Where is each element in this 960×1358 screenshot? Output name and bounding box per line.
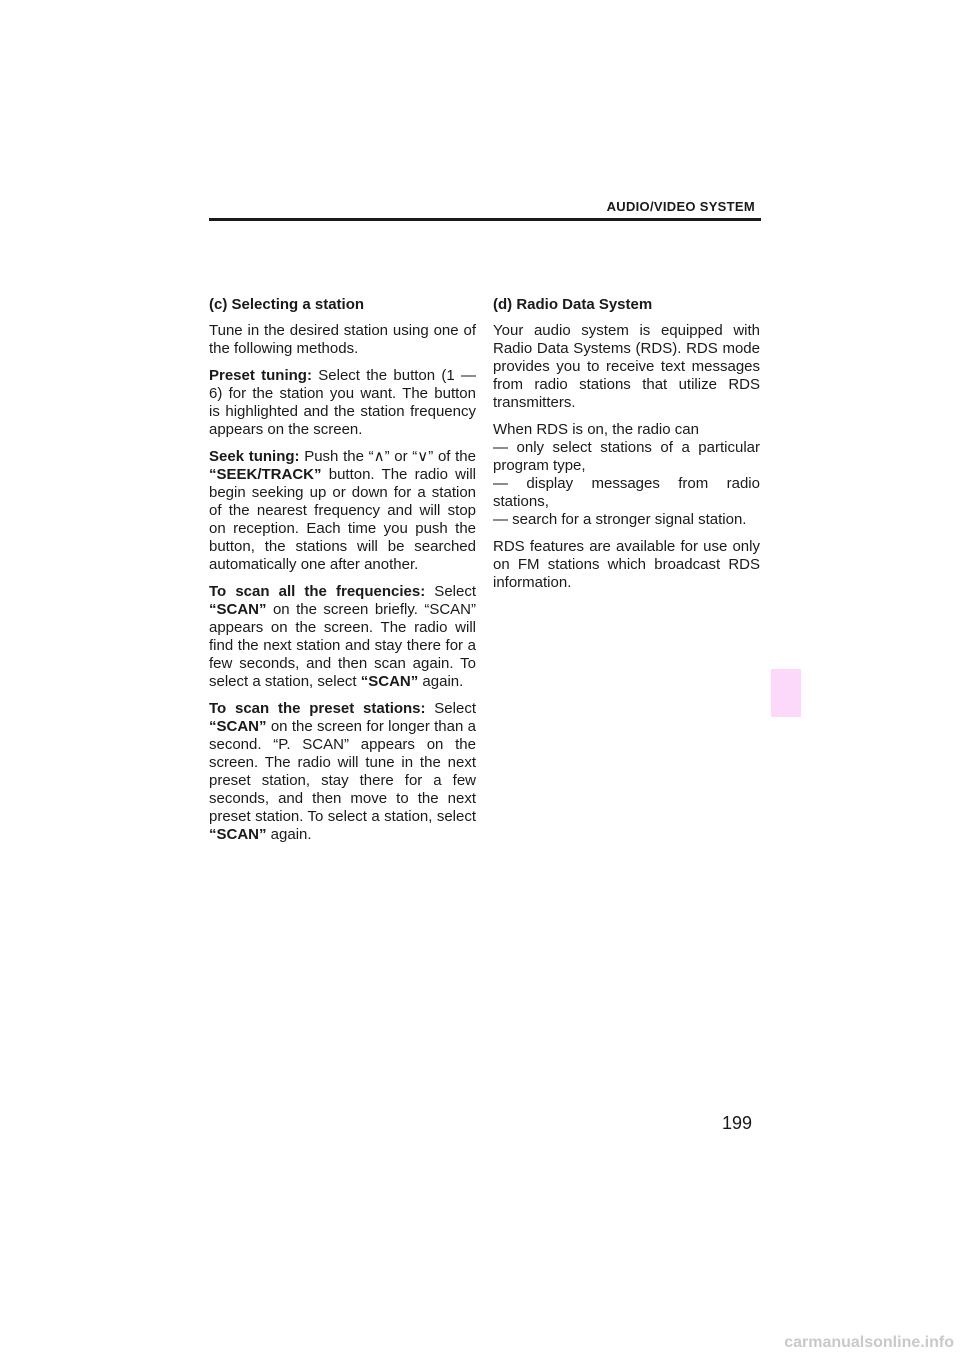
scan-all-paragraph: [209, 583, 476, 691]
rds-bullet: — only select stations of a particular program type,: [493, 439, 760, 474]
section-tab-marker: [771, 669, 801, 717]
scan-all-text-3: again.: [418, 673, 464, 690]
rds-bullet: — display messages from radio stations,: [493, 475, 760, 510]
section-title: AUDIO/VIDEO SYSTEM: [606, 199, 755, 214]
scan-button-ref-2: “SCAN”: [360, 673, 419, 690]
rds-intro-paragraph: Your audio system is equipped with Radio Data Systems (RDS). RDS mode provides you to receive text messages from radio stations that utilize RDS transmitters.: [493, 322, 760, 411]
preset-tuning-paragraph: [209, 367, 476, 439]
rds-availability-paragraph: RDS features are available for use only on FM stations which broadcast RDS information.: [493, 538, 760, 591]
seek-tuning-text-1: Push the “∧” or “∨” of the: [299, 448, 476, 465]
watermark: carmanualsonline.info: [784, 1334, 954, 1351]
left-column: [209, 296, 476, 853]
scan-preset-label: To scan the preset stations:: [209, 700, 426, 717]
scan-all-label: To scan all the frequencies:: [209, 583, 426, 600]
intro-paragraph: Tune in the desired station using one of the following methods.: [209, 322, 476, 357]
right-column: [493, 296, 760, 601]
seek-tuning-label: Seek tuning:: [209, 448, 300, 465]
seek-tuning-text-2: button. The radio will begin seeking up or down for a station of the nearest frequency and will stop on reception. Each time you push the button, the stations will be searched automatically one after another.: [209, 466, 476, 573]
scan-preset-text-1: Select: [425, 700, 476, 717]
page-number: 199: [722, 1113, 753, 1133]
scan-preset-text-2: on the screen for longer than a second. “P. SCAN” appears on the screen. The radio will tune in the next preset station, stay there for a few seconds, and then move to the next preset station. To select a station, select: [209, 718, 476, 825]
preset-tuning-label: Preset tuning:: [209, 367, 312, 384]
heading-radio-data-system: (d) Radio Data System: [493, 296, 653, 313]
seek-tuning-paragraph: [209, 448, 476, 574]
rds-capabilities-intro: When RDS is on, the radio can: [493, 421, 699, 438]
scan-button-ref-1: “SCAN”: [209, 601, 267, 618]
scan-button-ref-4: “SCAN”: [209, 826, 267, 843]
scan-preset-text-3: again.: [266, 826, 312, 843]
heading-selecting-station: (c) Selecting a station: [209, 296, 365, 313]
scan-all-text-1: Select: [425, 583, 476, 600]
scan-all-text-2: on the screen briefly. “SCAN” appears on the screen. The radio will find the next station and stay there for a few seconds, and then scan again. To select a station, select: [209, 601, 476, 690]
seek-track-button-ref: “SEEK/TRACK”: [209, 466, 322, 483]
rds-capabilities-paragraph: [493, 421, 760, 529]
header-rule: [209, 218, 761, 221]
rds-bullet: — search for a stronger signal station.: [493, 511, 747, 528]
scan-button-ref-3: “SCAN”: [209, 718, 267, 735]
scan-preset-paragraph: [209, 700, 476, 844]
preset-tuning-text: Select the button (1 — 6) for the station you want. The button is highlighted and the station frequency appears on the screen.: [209, 367, 477, 438]
